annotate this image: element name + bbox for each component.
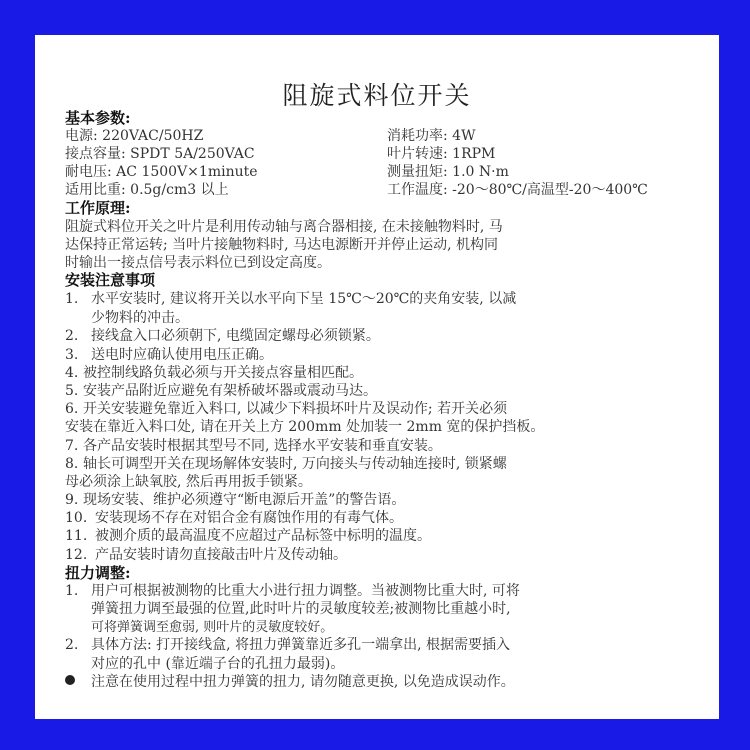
item-text: 开关安装避免靠近入料口, 以减少下料损坏叶片及误动作; 若开关必须 [83,401,508,418]
principle-line: 达保持正常运转; 当叶片接触物料时, 马达电源断开并停止运动, 机构同 [65,236,498,253]
install-item [65,344,273,364]
item-number: 9. [65,492,79,509]
install-item [65,288,516,308]
item-text: 现场安装、维护必须遵守“断电源后开盖”的警告语。 [83,492,406,509]
item-number: 2. [65,637,79,654]
basic-row-right: 消耗功率: 4W [387,127,476,144]
item-text-continued: 可将弹簧调至愈弱, 则叶片的灵敏度较好。 [91,620,334,636]
item-text-continued: 母必须涂上缺氧胶, 然后再用扳手锁紧。 [65,473,312,490]
basic-heading: 基本参数: [65,108,131,127]
item-number: 2. [65,327,79,344]
install-item [65,380,377,400]
page-title: 阻旋式料位开关 [282,81,472,110]
item-text: 接线盒入口必须朝下, 电缆固定螺母必须锁紧。 [91,327,380,344]
principle-heading: 工作原理: [65,198,131,217]
torque-heading: 扭力调整: [65,563,131,582]
item-number: 11. [65,528,88,545]
basic-row-left: 适用比重: 0.5g/cm3 以上 [65,182,229,199]
install-heading: 安装注意事项 [65,271,156,290]
basic-row-left: 耐电压: AC 1500V×1minute [65,164,258,181]
install-item [65,362,363,382]
item-text: 被控制线路负载必须与开关接点容量相匹配。 [83,364,363,381]
item-text: 产品安装时请勿直接敲击叶片及传动轴。 [95,546,347,563]
item-text-continued: 安装在靠近入料口处, 请在开关上方 200mm 处加装一 2mm 宽的保护挡板。 [65,419,545,436]
install-item [65,453,507,473]
item-text: 送电时应确认使用电压正确。 [91,346,273,363]
install-item [65,525,431,545]
item-number: 8. [65,455,79,472]
item-number: 12. [65,546,88,563]
install-item [65,544,347,564]
item-text: 具体方法: 打开接线盒, 将扭力弹簧靠近多孔一端拿出, 根据需要插入 [91,637,510,654]
principle-line: 时输出一接点信号表示料位已到设定高度。 [65,255,331,272]
install-item [65,507,403,527]
item-text-continued: 少物料的冲击。 [91,309,189,326]
torque-note: 注意在使用过程中扭力弹簧的扭力, 请勿随意更换, 以免造成误动作。 [91,673,515,690]
basic-row-right: 测量扭矩: 1.0 N·m [387,164,509,181]
install-item [65,398,507,418]
install-item [65,325,380,345]
basic-row-left: 电源: 220VAC/50HZ [65,127,204,144]
document-page [35,35,719,719]
basic-row-right: 工作温度: -20～80℃/高温型-20～400℃ [387,182,648,199]
basic-row-right: 叶片转速: 1RPM [387,146,496,163]
item-text: 被测介质的最高温度不应超过产品标签中标明的温度。 [95,528,431,545]
item-text: 用户可根据被测物的比重大小进行扭力调整。当被测物比重大时, 可将 [91,582,520,599]
item-number: 10. [65,510,88,527]
item-text: 各产品安装时根据其型号不同, 选择水平安装和垂直安装。 [83,437,442,454]
item-text: 轴长可调型开关在现场解体安装时, 万向接头与传动轴连接时, 锁紧螺 [83,455,507,472]
item-text: 安装产品附近应避免有架桥破坏器或震动马达。 [83,383,377,400]
torque-item [65,634,510,654]
item-number: 3. [65,346,79,363]
install-item [65,435,442,455]
basic-row-left: 接点容量: SPDT 5A/250VAC [65,146,255,163]
item-number: 1. [65,291,79,308]
item-text-continued: 弹簧扭力调至最强的位置,此时叶片的灵敏度较差;被测物比重越小时, [91,601,511,618]
item-number: 6. [65,401,79,418]
principle-line: 阻旋式料位开关之叶片是利用传动轴与离合器相接, 在未接触物料时, 马 [65,218,503,235]
item-text-continued: 对应的孔中 (靠近端子台的孔扭力最弱)。 [91,655,345,672]
item-number: 1. [65,582,79,599]
bullet-icon [65,675,75,685]
torque-item [65,580,520,600]
item-text: 水平安装时, 建议将开关以水平向下呈 15℃～20℃的夹角安装, 以减 [91,291,517,308]
item-number: 7. [65,437,79,454]
item-number: 4. [65,364,79,381]
install-item [65,489,405,509]
item-number: 5. [65,383,79,400]
item-text: 安装现场不存在对铝合金有腐蚀作用的有毒气体。 [95,510,403,527]
